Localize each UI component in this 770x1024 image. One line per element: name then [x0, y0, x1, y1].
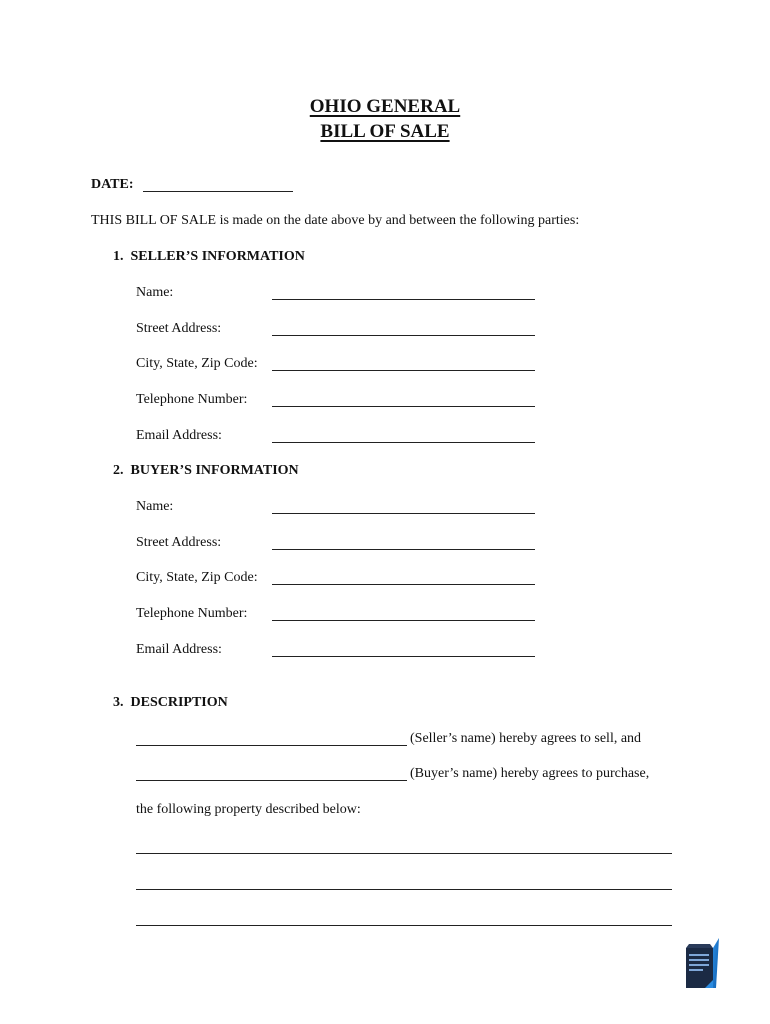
seller-email-label: Email Address: — [136, 428, 222, 443]
seller-city-label: City, State, Zip Code: — [136, 356, 258, 371]
seller-street-field[interactable] — [272, 335, 535, 336]
intro-text: THIS BILL OF SALE is made on the date above by and between the following parties: — [91, 213, 580, 228]
document-title-line-2: BILL OF SALE — [320, 121, 450, 142]
buyer-email-label: Email Address: — [136, 642, 222, 657]
document-title-line-1: OHIO GENERAL — [309, 96, 461, 117]
buyer-phone-label: Telephone Number: — [136, 606, 248, 621]
property-description-line-1[interactable] — [136, 853, 672, 854]
document-logo-icon — [683, 938, 719, 992]
seller-street-label: Street Address: — [136, 321, 222, 336]
seller-city-field[interactable] — [272, 370, 535, 371]
buyer-city-label: City, State, Zip Code: — [136, 570, 258, 585]
buyer-phone-field[interactable] — [272, 620, 535, 621]
seller-name-blank[interactable] — [136, 745, 407, 746]
seller-name-label: Name: — [136, 285, 174, 300]
buyer-name-field[interactable] — [272, 513, 535, 514]
seller-phone-label: Telephone Number: — [136, 392, 248, 407]
property-description-line-2[interactable] — [136, 889, 672, 890]
seller-section-heading: 1. SELLER’S INFORMATION — [113, 249, 305, 264]
date-label: DATE: — [91, 177, 134, 192]
buyer-street-field[interactable] — [272, 549, 535, 550]
seller-email-field[interactable] — [272, 442, 535, 443]
property-description-line-3[interactable] — [136, 925, 672, 926]
buyer-section-heading: 2. BUYER’S INFORMATION — [113, 463, 299, 478]
buyer-name-label: Name: — [136, 499, 174, 514]
buyer-clause-text: (Buyer’s name) hereby agrees to purchase, — [410, 766, 650, 781]
buyer-email-field[interactable] — [272, 656, 535, 657]
date-field[interactable] — [143, 191, 293, 192]
description-section-heading: 3. DESCRIPTION — [113, 695, 228, 710]
buyer-name-blank[interactable] — [136, 780, 407, 781]
buyer-city-field[interactable] — [272, 584, 535, 585]
seller-name-field[interactable] — [272, 299, 535, 300]
property-description-text: the following property described below: — [136, 802, 361, 817]
seller-phone-field[interactable] — [272, 406, 535, 407]
seller-clause-text: (Seller’s name) hereby agrees to sell, and — [410, 731, 642, 746]
buyer-street-label: Street Address: — [136, 535, 222, 550]
